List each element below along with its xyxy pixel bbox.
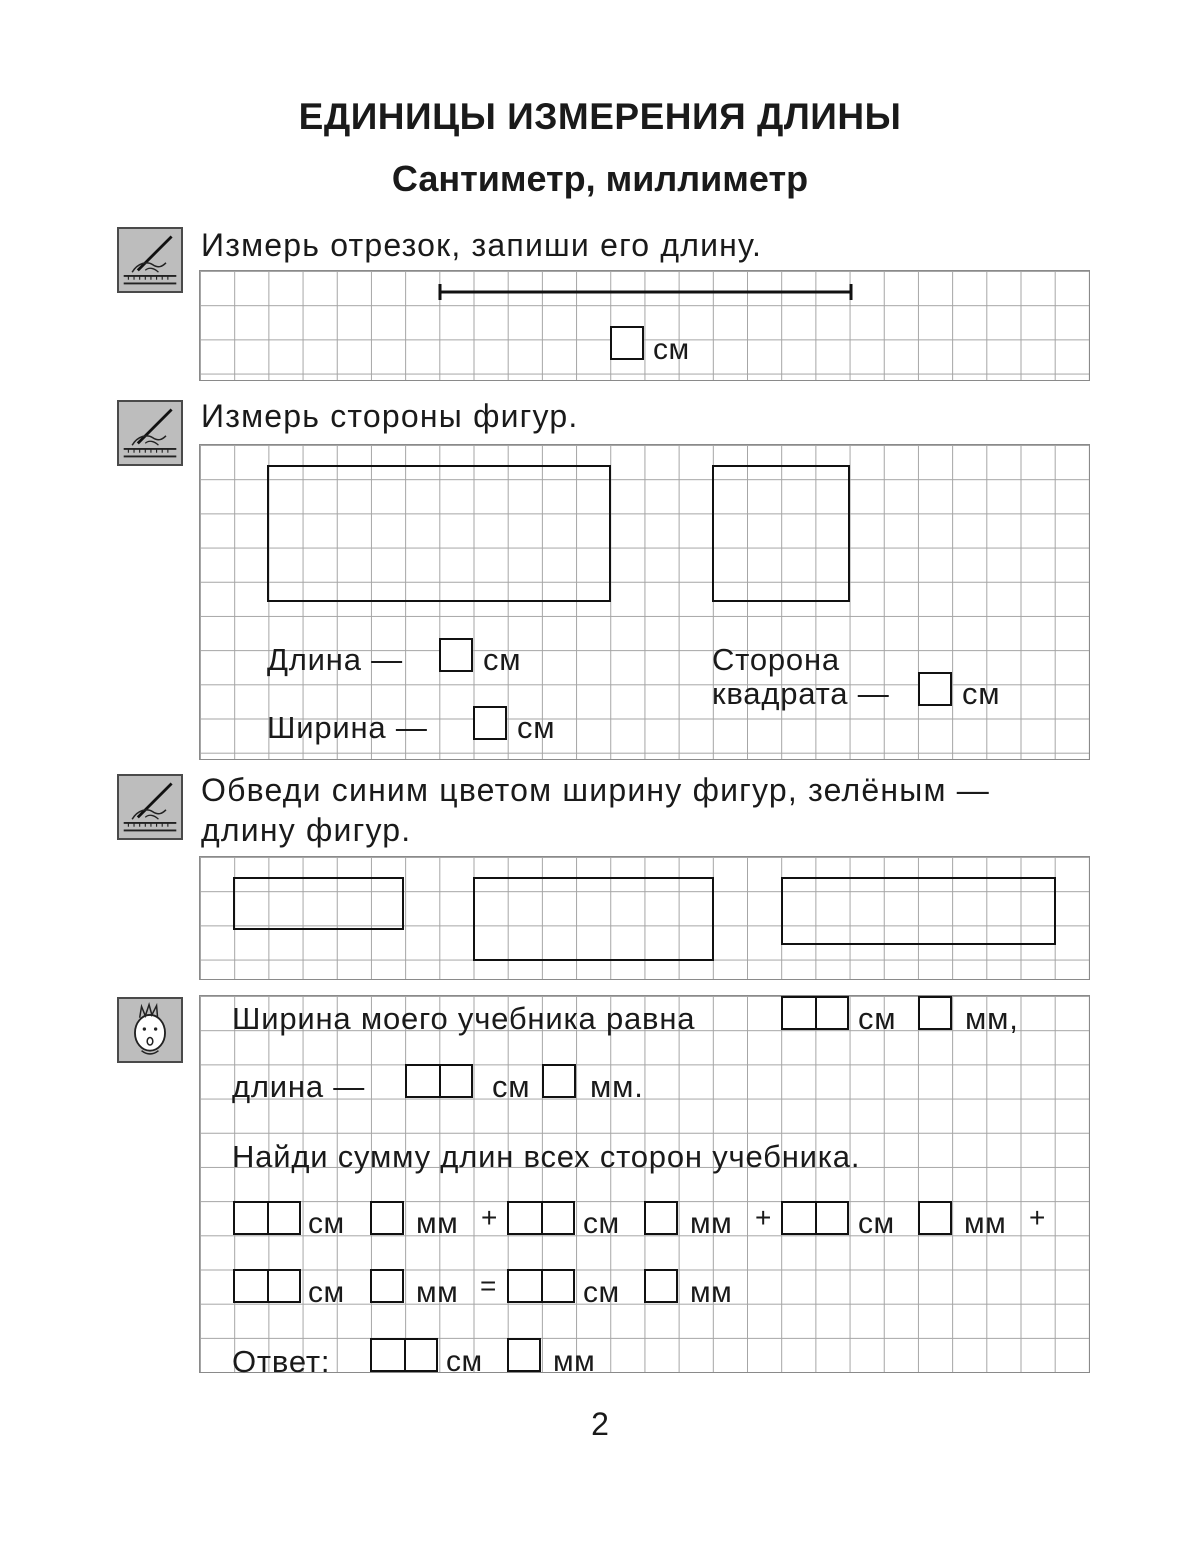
- figure-rectangle-2: [473, 877, 714, 961]
- plus-sign: +: [1029, 1202, 1046, 1233]
- two-digit-answer-box[interactable]: [507, 1201, 575, 1235]
- figure-rectangle-1: [233, 877, 404, 930]
- unit-mm: мм.: [590, 1069, 644, 1104]
- two-digit-answer-box[interactable]: [370, 1338, 438, 1372]
- pencil-ruler-icon: [117, 774, 183, 840]
- two-digit-answer-box[interactable]: [233, 1201, 301, 1235]
- unit-mm: мм: [416, 1276, 459, 1309]
- unit-mm: мм: [553, 1345, 596, 1378]
- unit-cm: см: [446, 1345, 483, 1378]
- unit-label: см: [653, 333, 690, 366]
- answer-box[interactable]: [370, 1269, 404, 1303]
- answer-box[interactable]: [644, 1269, 678, 1303]
- grid-task4: [199, 995, 1090, 1373]
- unit-label: см: [517, 710, 556, 745]
- answer-box[interactable]: [542, 1064, 576, 1098]
- unit-label: см: [483, 642, 522, 677]
- unit-mm: мм,: [965, 1001, 1019, 1036]
- answer-box[interactable]: [918, 1201, 952, 1235]
- two-digit-answer-box[interactable]: [405, 1064, 473, 1098]
- answer-box[interactable]: [370, 1201, 404, 1235]
- textbook-width-text: Ширина моего учебника равна: [232, 1001, 696, 1036]
- square-side-label: Сторона: [712, 642, 840, 677]
- unit-cm: см: [858, 1207, 895, 1240]
- two-digit-answer-box[interactable]: [233, 1269, 301, 1303]
- textbook-length-text: длина —: [232, 1069, 366, 1104]
- pencil-ruler-icon: [117, 400, 183, 466]
- plus-sign: +: [755, 1202, 772, 1233]
- answer-box[interactable]: [610, 326, 644, 360]
- unit-label: см: [962, 676, 1001, 711]
- width-answer-box[interactable]: [473, 706, 507, 740]
- two-digit-answer-box[interactable]: [507, 1269, 575, 1303]
- page-number: 2: [591, 1406, 609, 1442]
- answer-box[interactable]: [644, 1201, 678, 1235]
- task2-instruction: Измерь стороны фигур.: [201, 398, 579, 434]
- answer-label: Ответ:: [232, 1344, 331, 1379]
- length-label: Длина —: [267, 642, 403, 677]
- unit-cm: см: [492, 1069, 531, 1104]
- task3-instruction: Обведи синим цветом ширину фигур, зелёным —: [201, 772, 990, 808]
- unit-cm: см: [308, 1207, 345, 1240]
- two-digit-answer-box[interactable]: [781, 996, 849, 1030]
- page-subtitle: Сантиметр, миллиметр: [391, 158, 809, 199]
- rectangle-figure: [267, 465, 611, 602]
- page-title: ЕДИНИЦЫ ИЗМЕРЕНИЯ ДЛИНЫ: [298, 96, 902, 137]
- measure-segment: [430, 282, 860, 304]
- square-figure: [712, 465, 850, 602]
- unit-mm: мм: [416, 1207, 459, 1240]
- plus-sign: +: [481, 1202, 498, 1233]
- unit-mm: мм: [690, 1207, 733, 1240]
- thinking-child-icon: [117, 997, 183, 1063]
- square-side-label-2: квадрата —: [712, 676, 890, 711]
- two-digit-answer-box[interactable]: [781, 1201, 849, 1235]
- unit-cm: см: [858, 1001, 897, 1036]
- answer-box[interactable]: [507, 1338, 541, 1372]
- figure-rectangle-3: [781, 877, 1056, 945]
- task1-instruction: Измерь отрезок, запиши его длину.: [201, 227, 763, 263]
- width-label: Ширина —: [267, 710, 428, 745]
- square-side-answer-box[interactable]: [918, 672, 952, 706]
- length-answer-box[interactable]: [439, 638, 473, 672]
- answer-box[interactable]: [918, 996, 952, 1030]
- sum-instruction: Найди сумму длин всех сторон учебника.: [232, 1139, 861, 1174]
- unit-cm: см: [583, 1276, 620, 1309]
- unit-cm: см: [583, 1207, 620, 1240]
- equals-sign: =: [480, 1270, 497, 1301]
- unit-mm: мм: [964, 1207, 1007, 1240]
- pencil-ruler-icon: [117, 227, 183, 293]
- task3-instruction-2: длину фигур.: [201, 812, 412, 848]
- unit-cm: см: [308, 1276, 345, 1309]
- unit-mm: мм: [690, 1276, 733, 1309]
